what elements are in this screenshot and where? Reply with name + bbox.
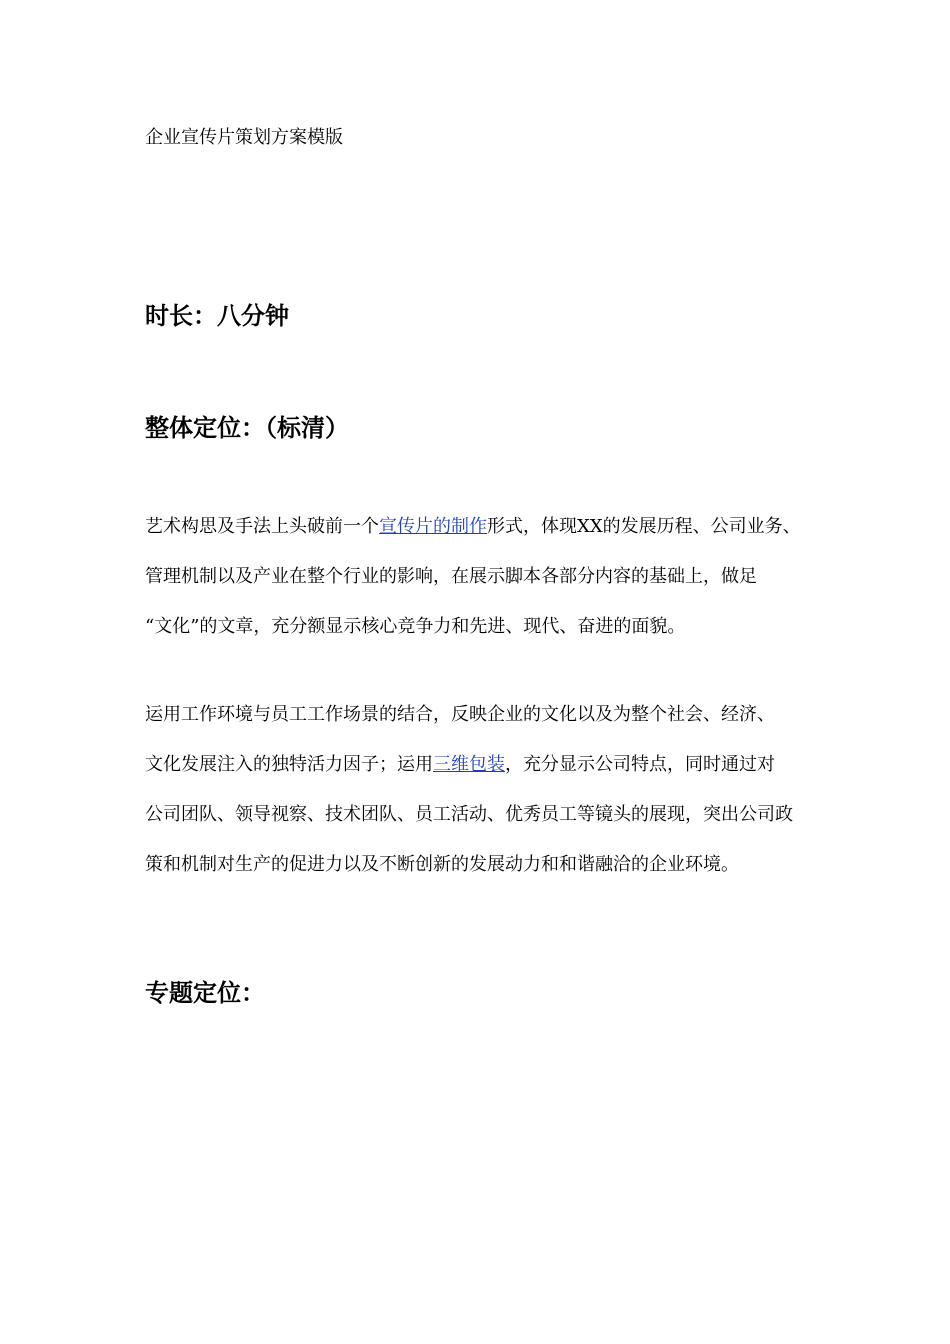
paragraph-line — [145, 740, 835, 790]
3d-packaging-link[interactable]: 三维包装 — [433, 754, 505, 775]
text-run: 形式，体现XX的发展历程、公司业务、 — [487, 516, 801, 537]
paragraph-art-concept — [145, 502, 835, 652]
text-run: 文化发展注入的独特活力因子；运用 — [145, 754, 433, 775]
paragraph-line: “文化”的文章，充分额显示核心竞争力和先进、现代、奋进的面貌。 — [145, 616, 686, 637]
topic-positioning-heading: 专题定位： — [145, 979, 265, 1007]
overall-positioning-heading: 整体定位：（标清） — [145, 414, 349, 442]
paragraph-work-environment — [145, 690, 835, 890]
duration-heading: 时长：八分钟 — [145, 302, 289, 330]
paragraph-line: 运用工作环境与员工工作场景的结合，反映企业的文化以及为整个社会、经济、 — [145, 704, 775, 725]
paragraph-line — [145, 502, 835, 552]
document-title: 企业宣传片策划方案模版 — [145, 127, 343, 148]
text-run: 艺术构思及手法上头破前一个 — [145, 516, 379, 537]
paragraph-line: 管理机制以及产业在整个行业的影响，在展示脚本各部分内容的基础上，做足 — [145, 566, 757, 587]
promo-video-production-link[interactable]: 宣传片的制作 — [379, 516, 487, 537]
text-run: ，充分显示公司特点，同时通过对 — [505, 754, 775, 775]
paragraph-line: 策和机制对生产的促进力以及不断创新的发展动力和和谐融洽的企业环境。 — [145, 854, 739, 875]
paragraph-line: 公司团队、领导视察、技术团队、员工活动、优秀员工等镜头的展现，突出公司政 — [145, 804, 793, 825]
